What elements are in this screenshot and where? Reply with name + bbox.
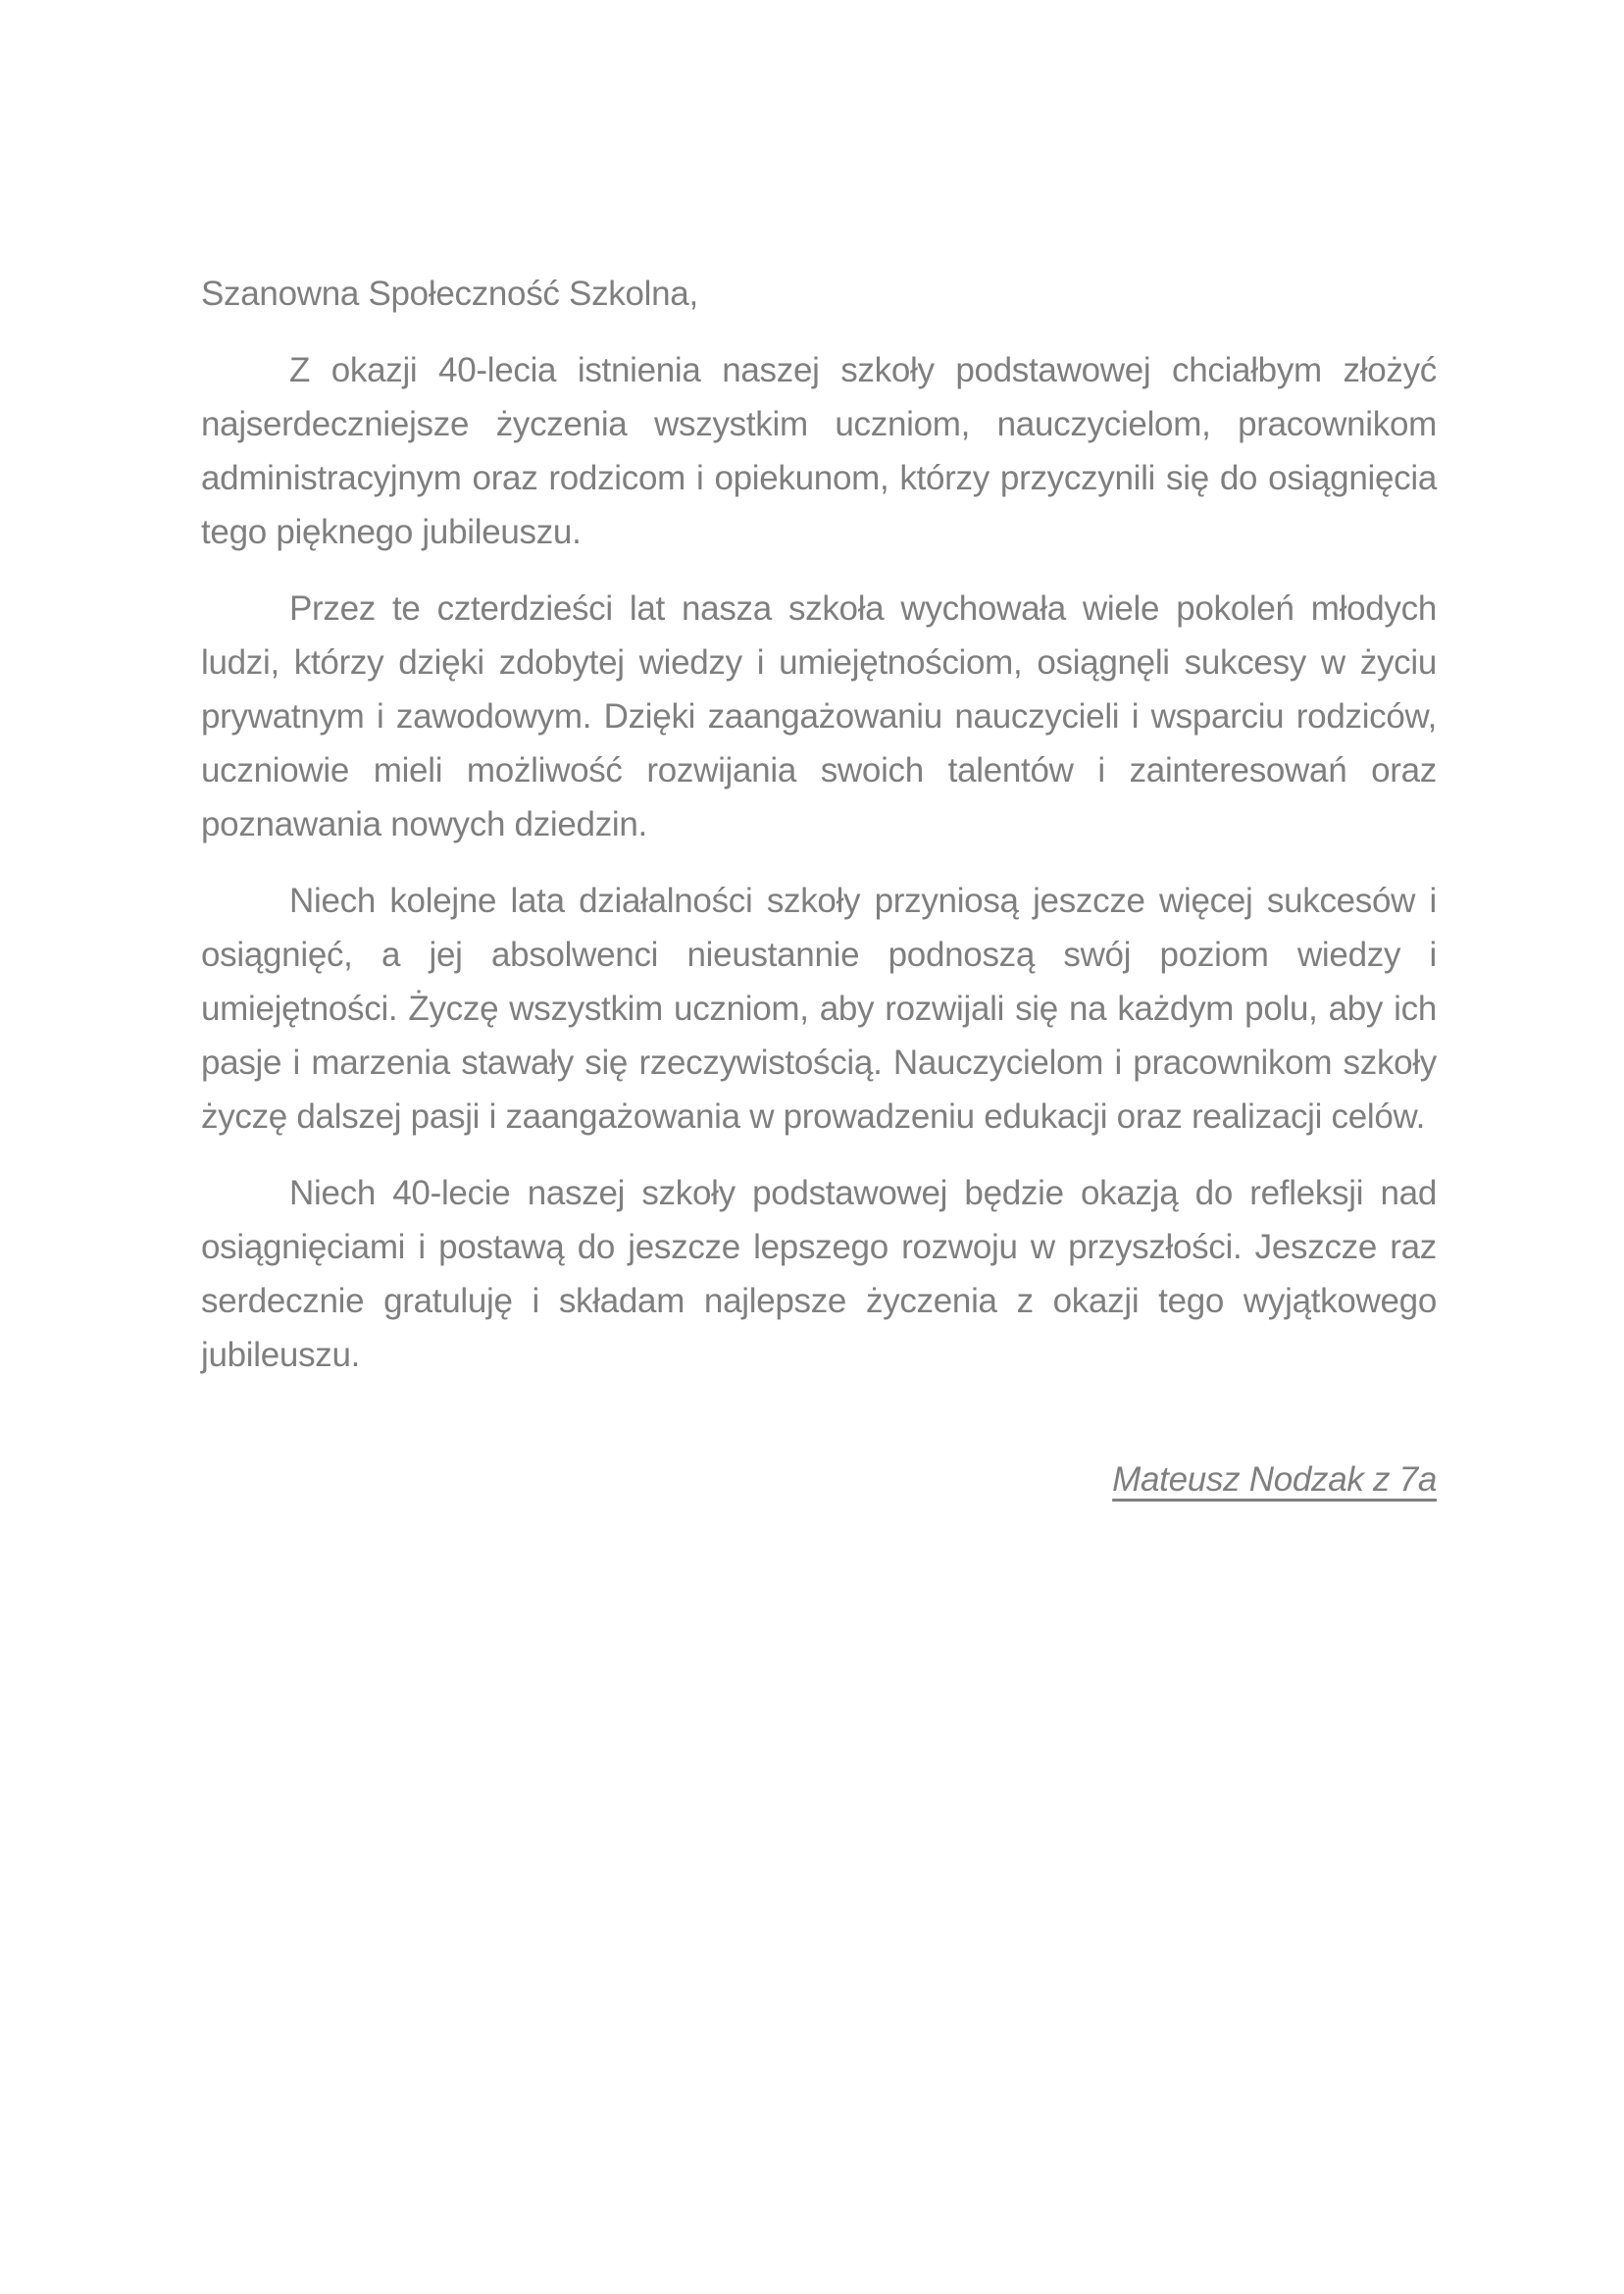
signature-row (201, 1453, 1437, 1506)
body-paragraph-3: Niech kolejne lata działalności szkoły przyniosą jeszcze więcej sukcesów i osiągnięć, a jej absolwenci nieustannie podnoszą swój poziom wiedzy i umiejętności. Życzę wszystkim uczniom, aby rozwijali się na każdym polu, aby ich pasje i marzenia stawały się rzeczywistością. Nauczycielom i pracownikom szkoły życzę dalszej pasji i zaangażowania w prowadzeniu edukacji oraz realizacji celów. (201, 882, 1437, 1136)
signature-line: Mateusz Nodzak z 7a (1112, 1460, 1437, 1499)
greeting-line: Szanowna Społeczność Szkolna, (201, 275, 698, 313)
body-paragraph-1: Z okazji 40-lecia istnienia naszej szkoły podstawowej chciałbym złożyć najserdeczniejsze życzenia wszystkim uczniom, nauczycielom, pracownikom administracyjnym oraz rodzicom i opiekunom, którzy przyczynili się do osiągnięcia tego pięknego jubileuszu. (201, 351, 1437, 551)
body-paragraph-4: Niech 40-lecie naszej szkoły podstawowej będzie okazją do refleksji nad osiągnięciami i postawą do jeszcze lepszego rozwoju w przyszłości. Jeszcze raz serdecznie gratuluję i składam najlepsze życzenia z okazji tego wyjątkowego jubileuszu. (201, 1174, 1437, 1374)
body-paragraph-2: Przez te czterdzieści lat nasza szkoła wychowała wiele pokoleń młodych ludzi, którzy dzięki zdobytej wiedzy i umiejętnościom, osiągnęli sukcesy w życiu prywatnym i zawodowym. Dzięki zaangażowaniu nauczycieli i wsparciu rodziców, uczniowie mieli możliwość rozwijania swoich talentów i zainteresowań oraz poznawania nowych dziedzin. (201, 589, 1437, 843)
